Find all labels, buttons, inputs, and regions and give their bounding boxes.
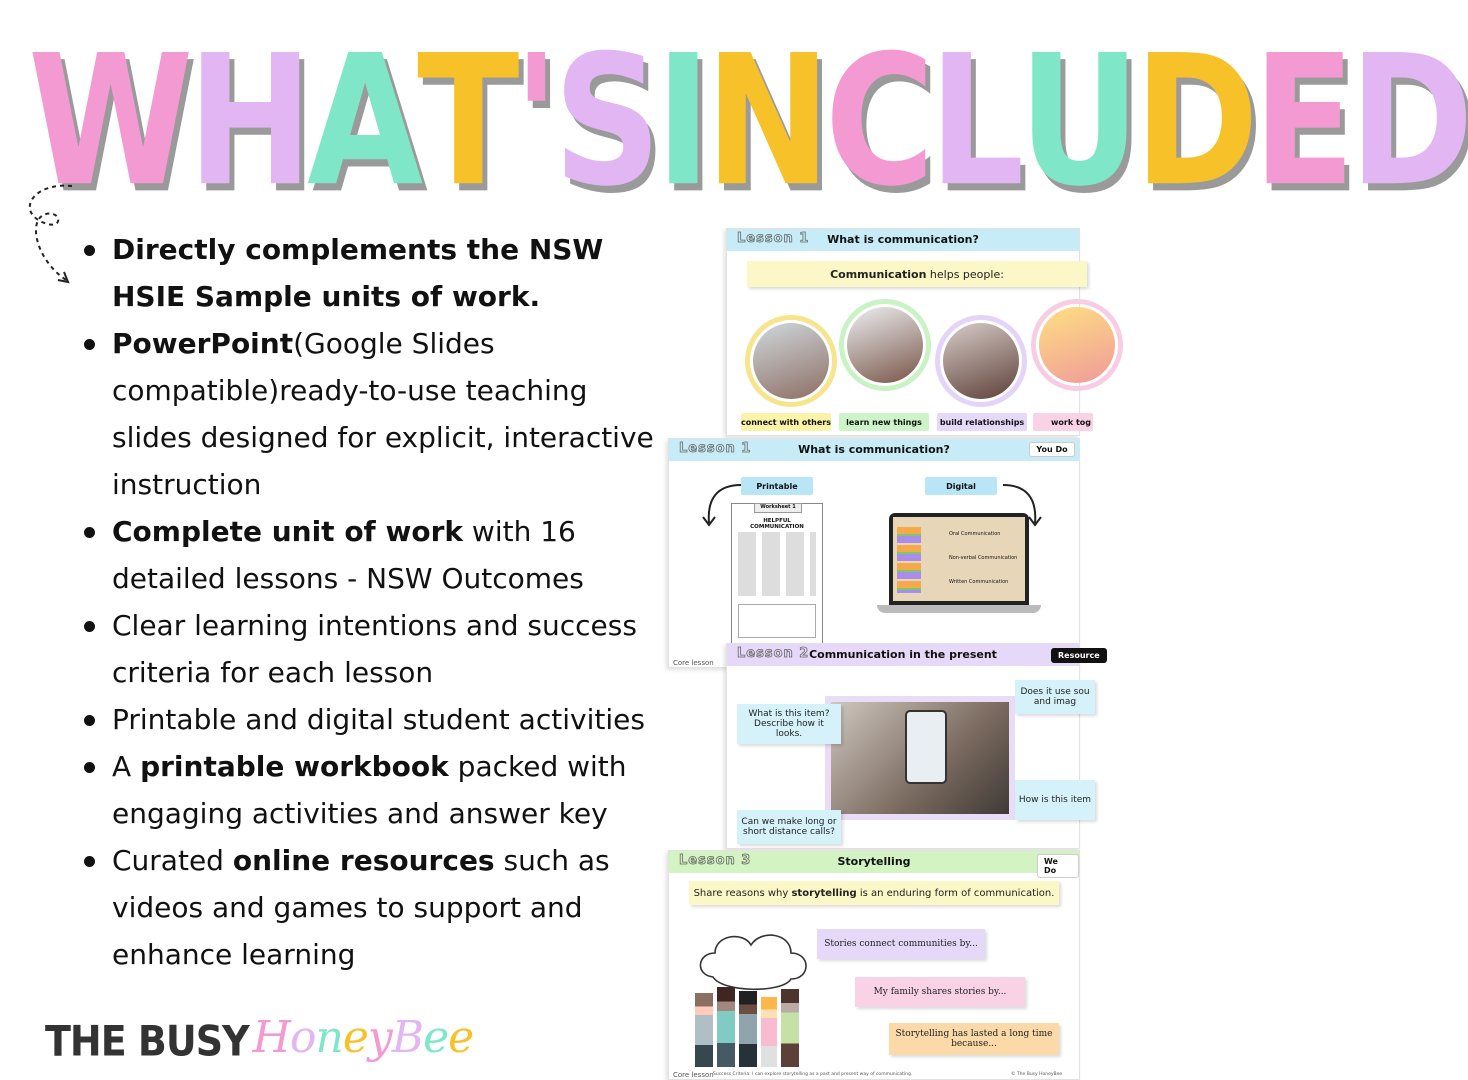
title-letter: ' bbox=[513, 17, 554, 227]
slide-title: Storytelling bbox=[837, 855, 911, 868]
title-letter: N bbox=[705, 17, 825, 227]
photo-circle bbox=[1031, 299, 1123, 391]
sentence-starter-box: Storytelling has lasted a long time because... bbox=[889, 1023, 1059, 1055]
title-letter: D bbox=[1349, 17, 1468, 227]
title-letter: C bbox=[824, 17, 929, 227]
logo-letter: H bbox=[252, 1012, 290, 1063]
title-letter: E bbox=[1252, 17, 1350, 227]
logo-letter: n bbox=[315, 1012, 343, 1063]
title-letter: W bbox=[28, 17, 188, 227]
resource-badge: Resource bbox=[1051, 648, 1107, 663]
slide-preview-2 bbox=[668, 438, 1080, 668]
logo-letter: B bbox=[391, 1012, 424, 1063]
title-letter: U bbox=[1018, 17, 1135, 227]
list-item: Clear learning intentions and success criteria for each lesson bbox=[84, 602, 659, 696]
list-item: Curated online resources such as videos and games to support and enhance learning bbox=[84, 837, 659, 978]
logo-letter: e bbox=[448, 1012, 474, 1063]
photo-circle bbox=[935, 315, 1027, 407]
list-item: Printable and digital student activities bbox=[84, 696, 659, 743]
slide-title: Communication in the present bbox=[809, 648, 997, 661]
sentence-starter-box: My family shares stories by... bbox=[855, 977, 1025, 1007]
list-item: Complete unit of work with 16 detailed lessons - NSW Outcomes bbox=[84, 508, 659, 602]
worksheet-thumbnail bbox=[731, 503, 823, 645]
children-illustration bbox=[691, 987, 807, 1069]
title-letter: H bbox=[187, 17, 308, 227]
question-box: Can we make long or short distance calls? bbox=[737, 810, 841, 844]
title-letter: S bbox=[553, 17, 656, 227]
logo-letter: o bbox=[290, 1012, 316, 1063]
title-letter: L bbox=[928, 17, 1019, 227]
you-do-badge: You Do bbox=[1029, 442, 1075, 457]
slide-title: What is communication? bbox=[798, 443, 950, 456]
question-box: How is this item bbox=[1015, 780, 1095, 820]
lesson-tag: Lesson 1 bbox=[737, 231, 810, 246]
title-letter: A bbox=[307, 17, 418, 227]
copyright: © The Busy HoneyBee bbox=[1011, 1072, 1063, 1077]
logo-letter: e bbox=[423, 1012, 449, 1063]
worksheet-title: HELPFUL COMMUNICATION bbox=[750, 518, 804, 530]
list-item: PowerPoint(Google Slides compatible)ready-to-use teaching slides designed for explicit, interactive instruction bbox=[84, 320, 659, 508]
laptop-thumbnail bbox=[889, 513, 1029, 605]
title-letter: T bbox=[417, 17, 514, 227]
list-item: A printable workbook packed with engaging activities and answer key bbox=[84, 743, 659, 837]
slide-preview-3 bbox=[726, 643, 1100, 849]
logo-busy-text: THE BUSY bbox=[45, 1016, 249, 1066]
screen-row: Non-verbal Communication bbox=[949, 555, 1018, 561]
logo-honeybee-text bbox=[252, 1012, 474, 1063]
title-letter: I bbox=[655, 17, 706, 227]
slide-preview-4 bbox=[668, 850, 1080, 1080]
photo-circle bbox=[839, 299, 931, 391]
photo-circle bbox=[745, 315, 837, 407]
screen-row: Oral Communication bbox=[949, 531, 1001, 537]
digital-label: Digital bbox=[925, 477, 997, 495]
footer-label: Core lesson bbox=[673, 1071, 714, 1079]
caption: build relationships bbox=[937, 413, 1027, 431]
lesson-tag: Lesson 3 bbox=[679, 853, 752, 868]
brand-logo bbox=[45, 1000, 474, 1066]
lesson-tag: Lesson 2 bbox=[737, 646, 810, 661]
caption: learn new things bbox=[839, 413, 929, 431]
video-call-photo bbox=[825, 696, 1015, 820]
list-item: Directly complements the NSW HSIE Sample units of work. bbox=[84, 226, 659, 320]
we-do-badge: We Do bbox=[1037, 854, 1079, 878]
lesson-tag: Lesson 1 bbox=[679, 441, 752, 456]
title-letter: D bbox=[1134, 17, 1253, 227]
feature-list bbox=[84, 226, 659, 978]
screen-row: Written Communication bbox=[949, 579, 1009, 585]
caption: work tog bbox=[1033, 413, 1093, 431]
page-title bbox=[28, 17, 1468, 227]
question-box: Does it use sou and imag bbox=[1015, 680, 1095, 714]
question-box: What is this item? Describe how it looks. bbox=[737, 704, 841, 744]
slide-preview-1 bbox=[726, 228, 1091, 436]
printable-label: Printable bbox=[741, 477, 813, 495]
dotted-arrow-icon bbox=[14, 180, 84, 290]
footer-label: Core lesson bbox=[673, 659, 714, 667]
caption: connect with others bbox=[741, 413, 831, 431]
slide-banner: Share reasons why storytelling is an enduring form of communication. bbox=[689, 881, 1059, 905]
slide-banner: Communication helps people: bbox=[747, 261, 1087, 287]
slide-title: What is communication? bbox=[827, 233, 979, 246]
success-criteria: Success Criteria: I can explore storytelling as a past and present way of communicating. bbox=[713, 1072, 913, 1077]
logo-letter: y bbox=[367, 1012, 392, 1063]
worksheet-tag: Worksheet 1 bbox=[754, 503, 802, 513]
logo-letter: e bbox=[342, 1012, 368, 1063]
sentence-starter-box: Stories connect communities by... bbox=[817, 929, 985, 959]
